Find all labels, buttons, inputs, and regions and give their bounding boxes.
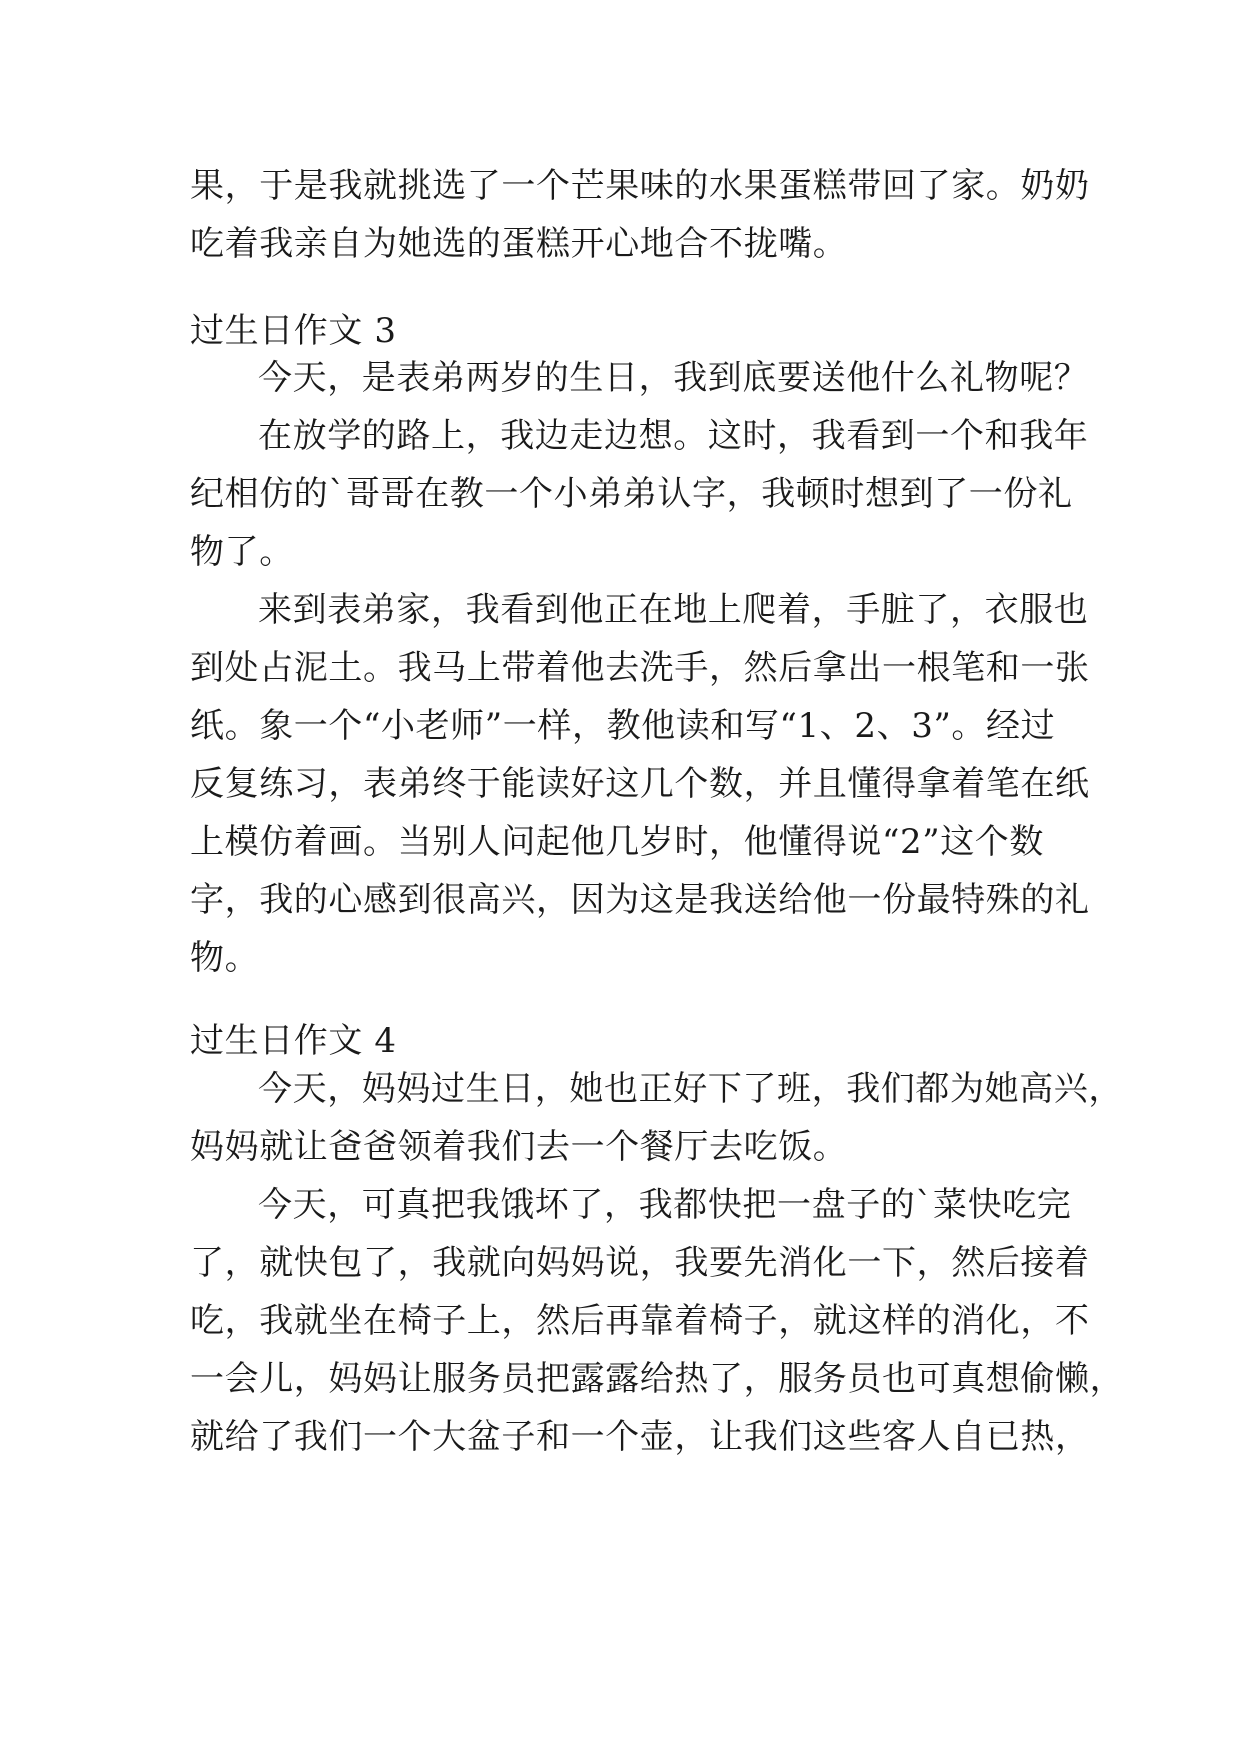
paragraph-line: 吃着我亲自为她选的蛋糕开心地合不拢嘴。 xyxy=(190,224,848,264)
paragraph-line: 今天，是表弟两岁的生日，我到底要送他什么礼物呢？ xyxy=(258,358,1089,398)
paragraph-line: 在放学的路上，我边走边想。这时，我看到一个和我年 xyxy=(258,416,1089,456)
paragraph-line: 字，我的心感到很高兴，因为这是我送给他一份最特殊的礼 xyxy=(190,880,1090,920)
paragraph-line: 就给了我们一个大盆子和一个壶，让我们这些客人自已热， xyxy=(190,1417,1090,1457)
essay4-paragraph-2 xyxy=(190,1176,1125,1466)
essay4-heading: 过生日作文 4 xyxy=(190,1021,397,1061)
paragraph-line: 今天，可真把我饿坏了，我都快把一盘子的`菜快吃完 xyxy=(258,1185,1072,1225)
essay3-paragraph-3 xyxy=(190,581,1090,987)
paragraph-line: 纪相仿的`哥哥在教一个小弟弟认字，我顿时想到了一份礼 xyxy=(190,474,1073,514)
paragraph-line: 到处占泥土。我马上带着他去洗手，然后拿出一根笔和一张 xyxy=(190,648,1090,688)
paragraph-line: 来到表弟家，我看到他正在地上爬着，手脏了，衣服也 xyxy=(258,590,1089,630)
paragraph-line: 今天，妈妈过生日，她也正好下了班，我们都为她高兴， xyxy=(258,1069,1123,1109)
essay4-paragraph-1 xyxy=(190,1060,1123,1176)
paragraph-line: 妈妈就让爸爸领着我们去一个餐厅去吃饭。 xyxy=(190,1127,848,1167)
paragraph-line: 一会儿，妈妈让服务员把露露给热了，服务员也可真想偷懒， xyxy=(190,1359,1125,1399)
paragraph-line: 物。 xyxy=(190,938,260,978)
paragraph-line: 了，就快包了，我就向妈妈说，我要先消化一下，然后接着 xyxy=(190,1243,1090,1283)
paragraph-line: 吃，我就坐在椅子上，然后再靠着椅子，就这样的消化，不 xyxy=(190,1301,1090,1341)
paragraph-line: 上模仿着画。当别人问起他几岁时，他懂得说“2”这个数 xyxy=(190,822,1044,862)
essay3-paragraph-1 xyxy=(190,349,1089,407)
essay3-heading: 过生日作文 3 xyxy=(190,311,397,351)
essay3-paragraph-2 xyxy=(190,407,1089,581)
paragraph-line: 物了。 xyxy=(190,532,294,572)
continued-paragraph xyxy=(190,157,1090,273)
paragraph-line: 反复练习，表弟终于能读好这几个数，并且懂得拿着笔在纸 xyxy=(190,764,1090,804)
paragraph-line: 果，于是我就挑选了一个芒果味的水果蛋糕带回了家。奶奶 xyxy=(190,166,1090,206)
paragraph-line: 纸。象一个“小老师”一样，教他读和写“1、2、3”。经过 xyxy=(190,706,1056,746)
